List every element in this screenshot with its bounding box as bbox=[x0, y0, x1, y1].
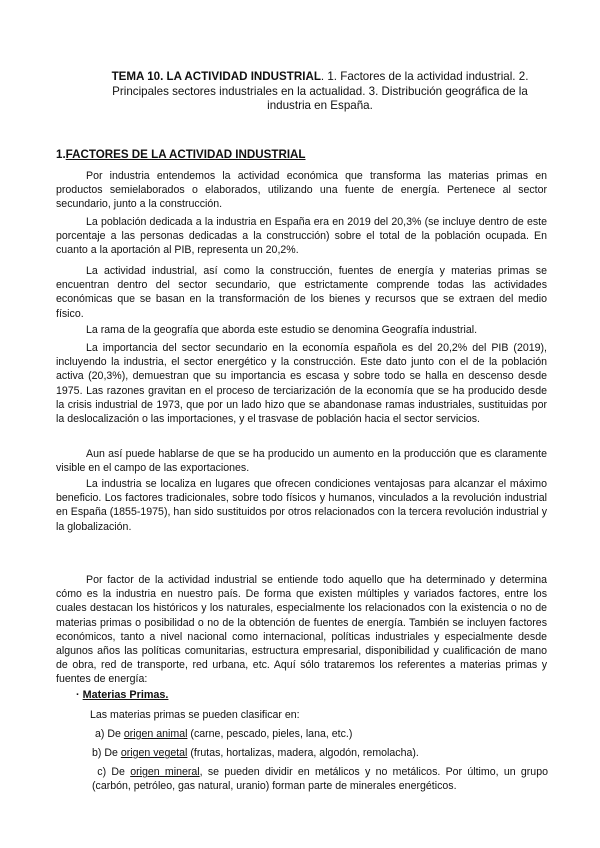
title-rest: . 1. Factores de la actividad industrial. 2. Principales sectores industriales en la actualidad. 3. Distribución geográfica de la industria en España. bbox=[112, 70, 529, 112]
paragraph: La importancia del sector secundario en la economía española es del 20,2% del PIB (2019), incluyendo la industria, el sector energético y la construcción. Este dato junto con el de la población activa (20,3%), demuestran que su importancia es escasa y sobre todo se halla en descenso desde 1975. Las razones gravitan en el proceso de terciarización de la economía que se ha producido desde la crisis industrial de 1973, que por un lado hizo que se abandonase ramas industriales, sustituidas por la deslocalización o las importaciones, y el trasvase de población hacia el sector servicios. bbox=[56, 342, 547, 426]
section-number: 1. bbox=[56, 148, 66, 161]
materias-intro: Las materias primas se pueden clasificar en: bbox=[90, 709, 300, 721]
item-c-term: origen mineral bbox=[130, 766, 200, 778]
paragraph: La rama de la geografía que aborda este estudio se denomina Geografía industrial. bbox=[86, 324, 478, 336]
section-title: FACTORES DE LA ACTIVIDAD INDUSTRIAL bbox=[65, 148, 306, 161]
materias-heading bbox=[76, 689, 168, 701]
item-b-term: origen vegetal bbox=[120, 747, 188, 759]
list-item-a bbox=[95, 727, 352, 741]
item-c-rest: , se pueden dividir en metálicos y no metálicos. Por último, un grupo (carbón, petróleo, gas natural, uranio) forman parte de minerales energéticos. bbox=[92, 766, 548, 793]
section-heading bbox=[56, 148, 306, 161]
item-a-rest: (carne, pescado, pieles, lana, etc.) bbox=[187, 728, 353, 740]
paragraph: La población dedicada a la industria en España era en 2019 del 20,3% (se incluye dentro de este porcentaje a las personas dedicadas a la construcción) sobre el total de la población ocupada. En cuanto a la aportación al PIB, representa un 20,2%. bbox=[56, 216, 547, 257]
title-bold: TEMA 10. LA ACTIVIDAD INDUSTRIAL bbox=[111, 70, 321, 83]
item-a-term: origen animal bbox=[123, 728, 188, 740]
materias-title: Materias Primas. bbox=[82, 689, 169, 701]
list-item-b bbox=[92, 746, 419, 760]
paragraph: Por industria entendemos la actividad económica que transforma las materias primas en productos semielaborados o elaborados, utilizando una fuente de energía. Pertenece al sector secundario, junto a la construcción. bbox=[56, 170, 547, 211]
list-item-c bbox=[92, 765, 548, 793]
item-b-rest: (frutas, hortalizas, madera, algodón, remolacha). bbox=[187, 747, 419, 759]
paragraph: Por factor de la actividad industrial se entiende todo aquello que ha determinado y determina cómo es la industria en nuestro país. De forma que existen múltiples y variados factores, entre los cuales destacan los históricos y los naturales, especialmente los relacionados con la existencia o no de materias primas o posibilidad o no de la obtención de fuentes de energía. También se incluyen factores económicos, tanto a nivel nacional como internacional, políticas industriales y especialmente desde algunos años las políticas comunitarias, estructura empresarial, disponibilidad y cualificación de mano de obra, red de transporte, red urbana, etc. Aquí sólo trataremos los referentes a materias primas y fuentes de energía: bbox=[56, 574, 547, 686]
item-b-prefix: b) De bbox=[92, 747, 121, 759]
bullet-dot: · bbox=[76, 689, 80, 701]
item-a-prefix: a) De bbox=[95, 728, 124, 740]
paragraph: La industria se localiza en lugares que ofrecen condiciones ventajosas para alcanzar el máximo beneficio. Los factores tradicionales, sobre todo físicos y humanos, vinculados a la revolución industrial en España (1855-1975), han sido sustituidos por otros relacionados con la tercera revolución industrial y la globalización. bbox=[56, 478, 547, 533]
document-title bbox=[110, 70, 530, 114]
paragraph: Aun así puede hablarse de que se ha producido un aumento en la producción que es claramente visible en el campo de las exportaciones. bbox=[56, 448, 547, 475]
item-c-prefix: c) De bbox=[97, 766, 131, 778]
paragraph: La actividad industrial, así como la construcción, fuentes de energía y materias primas se encuentran dentro del sector secundario, que estrictamente comprende todas las actividades económicas que se basan en la transformación de los bienes y recursos que se extraen del medio físico. bbox=[56, 265, 547, 320]
